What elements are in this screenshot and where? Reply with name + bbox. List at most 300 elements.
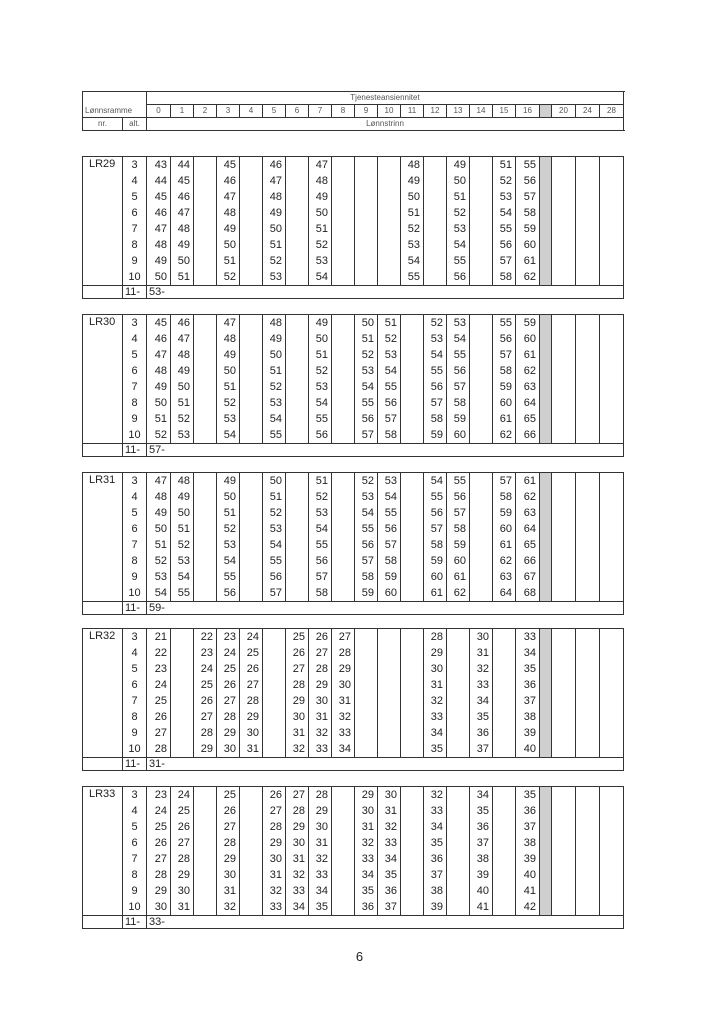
salary-cell (286, 395, 309, 411)
salary-cell (447, 661, 470, 677)
salary-cell (401, 899, 424, 916)
header-year: 3 (217, 105, 240, 118)
salary-cell: 31 (355, 819, 378, 835)
salary-cell (240, 379, 263, 395)
salary-cell (401, 851, 424, 867)
table-row (83, 237, 624, 253)
salary-cell (378, 157, 401, 174)
salary-cell: 52 (217, 395, 240, 411)
salary-cell: 55 (447, 473, 470, 490)
empty-cell (552, 883, 576, 899)
salary-cell: 29 (286, 819, 309, 835)
salary-cell (332, 173, 355, 189)
salary-cell (240, 237, 263, 253)
salary-cell (355, 661, 378, 677)
table-row (83, 661, 624, 677)
salary-cell: 56 (447, 269, 470, 286)
salary-cell: 24 (217, 645, 240, 661)
salary-cell: 38 (516, 709, 540, 725)
footer-alt: 11- (123, 602, 147, 615)
gray-separator (540, 411, 552, 427)
empty-cell (552, 253, 576, 269)
salary-cell: 49 (171, 237, 194, 253)
salary-cell (286, 237, 309, 253)
salary-cell: 27 (332, 629, 355, 646)
salary-cell: 54 (309, 521, 332, 537)
salary-cell (332, 867, 355, 883)
salary-cell: 56 (516, 173, 540, 189)
salary-cell: 22 (194, 629, 217, 646)
salary-cell: 68 (516, 585, 540, 602)
salary-cell (401, 867, 424, 883)
empty-cell (600, 693, 624, 709)
alt-value: 10 (123, 427, 147, 444)
salary-cell (355, 157, 378, 174)
salary-cell: 30 (286, 709, 309, 725)
salary-cell: 55 (263, 427, 286, 444)
salary-cell (424, 253, 447, 269)
salary-cell (194, 379, 217, 395)
salary-cell: 27 (309, 645, 332, 661)
salary-cell: 53 (355, 363, 378, 379)
salary-cell (470, 411, 493, 427)
empty-cell (576, 803, 600, 819)
salary-cell: 48 (147, 489, 171, 505)
empty-cell (600, 537, 624, 553)
salary-cell (332, 473, 355, 490)
salary-cell (378, 253, 401, 269)
salary-cell (378, 725, 401, 741)
empty-cell (576, 489, 600, 505)
salary-cell (401, 489, 424, 505)
salary-cell: 60 (424, 569, 447, 585)
gray-separator (540, 677, 552, 693)
alt-value: 5 (123, 505, 147, 521)
salary-cell: 58 (447, 395, 470, 411)
salary-cell (240, 851, 263, 867)
gray-separator (540, 835, 552, 851)
empty-cell (576, 411, 600, 427)
empty-cell (600, 347, 624, 363)
salary-cell: 33 (309, 741, 332, 758)
salary-cell: 54 (171, 569, 194, 585)
salary-cell (401, 427, 424, 444)
salary-cell: 61 (424, 585, 447, 602)
salary-cell: 50 (147, 521, 171, 537)
salary-cell (355, 629, 378, 646)
salary-cell (470, 221, 493, 237)
salary-cell (286, 253, 309, 269)
salary-cell (401, 677, 424, 693)
alt-value: 6 (123, 835, 147, 851)
salary-cell: 57 (493, 473, 516, 490)
salary-cell (194, 269, 217, 286)
footer-alt: 11- (123, 758, 147, 771)
table-row (83, 189, 624, 205)
salary-cell: 51 (263, 363, 286, 379)
salary-cell (401, 629, 424, 646)
salary-cell: 57 (493, 253, 516, 269)
salary-cell: 52 (263, 253, 286, 269)
empty-cell (576, 505, 600, 521)
block-name (83, 819, 123, 835)
gray-separator (540, 787, 552, 804)
salary-cell: 51 (171, 521, 194, 537)
salary-cell: 25 (217, 661, 240, 677)
salary-cell: 58 (309, 585, 332, 602)
salary-cell (332, 819, 355, 835)
salary-cell (401, 537, 424, 553)
salary-cell: 30 (240, 725, 263, 741)
salary-cell (194, 205, 217, 221)
salary-cell (240, 427, 263, 444)
table-row (83, 803, 624, 819)
salary-cell (447, 835, 470, 851)
salary-cell (424, 173, 447, 189)
empty-cell (576, 693, 600, 709)
empty-cell (576, 883, 600, 899)
alt-value: 10 (123, 899, 147, 916)
header-year: 9 (355, 105, 378, 118)
salary-cell: 35 (309, 899, 332, 916)
salary-cell (286, 331, 309, 347)
empty-cell (600, 629, 624, 646)
salary-cell: 53 (217, 537, 240, 553)
salary-cell: 46 (147, 205, 171, 221)
header-year: 5 (263, 105, 286, 118)
salary-cell: 32 (470, 661, 493, 677)
salary-cell: 29 (217, 725, 240, 741)
gray-separator (540, 379, 552, 395)
empty-cell (552, 269, 576, 286)
salary-cell (447, 787, 470, 804)
salary-cell: 33 (516, 629, 540, 646)
salary-cell (332, 205, 355, 221)
salary-cell: 64 (516, 521, 540, 537)
salary-cell: 30 (309, 819, 332, 835)
salary-cell: 50 (355, 315, 378, 332)
salary-cell (286, 189, 309, 205)
salary-cell: 32 (286, 741, 309, 758)
table-row (83, 347, 624, 363)
salary-cell: 49 (263, 205, 286, 221)
salary-cell (424, 157, 447, 174)
salary-cell (194, 553, 217, 569)
salary-cell: 58 (378, 427, 401, 444)
empty-cell (576, 253, 600, 269)
empty-cell (576, 645, 600, 661)
salary-cell: 35 (424, 835, 447, 851)
salary-cell: 30 (424, 661, 447, 677)
salary-cell: 62 (447, 585, 470, 602)
salary-cell (424, 269, 447, 286)
salary-cell (171, 677, 194, 693)
alt-value: 10 (123, 585, 147, 602)
salary-cell (470, 253, 493, 269)
empty-cell (576, 427, 600, 444)
salary-cell (470, 553, 493, 569)
salary-cell: 28 (217, 709, 240, 725)
salary-cell: 46 (263, 157, 286, 174)
block-name (83, 205, 123, 221)
salary-cell (194, 521, 217, 537)
salary-cell: 29 (147, 883, 171, 899)
alt-value: 9 (123, 253, 147, 269)
empty-cell (552, 867, 576, 883)
salary-cell: 55 (378, 505, 401, 521)
salary-cell: 49 (171, 489, 194, 505)
empty-cell (552, 661, 576, 677)
salary-cell (447, 867, 470, 883)
salary-cell (401, 585, 424, 602)
salary-cell (332, 489, 355, 505)
salary-cell: 31 (470, 645, 493, 661)
empty-cell (600, 803, 624, 819)
salary-cell: 57 (493, 347, 516, 363)
salary-cell: 33 (309, 867, 332, 883)
salary-cell (332, 269, 355, 286)
salary-cell (493, 819, 516, 835)
salary-cell: 39 (516, 725, 540, 741)
salary-cell (263, 693, 286, 709)
block-name (83, 803, 123, 819)
empty-cell (600, 867, 624, 883)
block-name (83, 427, 123, 444)
salary-cell (355, 693, 378, 709)
salary-cell (355, 677, 378, 693)
header-year: 16 (516, 105, 540, 118)
empty-cell (576, 221, 600, 237)
empty-cell (576, 315, 600, 332)
salary-cell: 36 (516, 677, 540, 693)
salary-cell: 57 (355, 553, 378, 569)
table-row (83, 205, 624, 221)
alt-value: 7 (123, 221, 147, 237)
salary-cell: 35 (516, 661, 540, 677)
salary-cell (470, 269, 493, 286)
salary-cell: 59 (516, 315, 540, 332)
salary-cell (470, 363, 493, 379)
empty-cell (576, 629, 600, 646)
salary-cell (286, 173, 309, 189)
salary-cell (401, 709, 424, 725)
table-row (83, 569, 624, 585)
block-name: LR29 (83, 157, 123, 174)
salary-cell: 48 (147, 363, 171, 379)
salary-cell: 31 (378, 803, 401, 819)
salary-cell (240, 157, 263, 174)
salary-cell (470, 489, 493, 505)
salary-cell: 26 (147, 709, 171, 725)
salary-cell (194, 867, 217, 883)
salary-cell: 52 (378, 331, 401, 347)
salary-cell (378, 173, 401, 189)
salary-cell: 57 (378, 537, 401, 553)
table-row (83, 709, 624, 725)
salary-cell (286, 205, 309, 221)
gray-separator (540, 427, 552, 444)
salary-cell: 56 (309, 553, 332, 569)
alt-value: 8 (123, 553, 147, 569)
table-row (83, 693, 624, 709)
empty-cell (600, 427, 624, 444)
salary-cell: 52 (309, 237, 332, 253)
salary-cell: 48 (263, 189, 286, 205)
salary-cell: 66 (516, 553, 540, 569)
salary-cell: 28 (147, 867, 171, 883)
salary-cell: 55 (355, 395, 378, 411)
salary-cell (194, 851, 217, 867)
salary-cell: 47 (217, 315, 240, 332)
salary-cell (493, 883, 516, 899)
salary-cell: 58 (424, 537, 447, 553)
salary-cell: 43 (147, 157, 171, 174)
empty-cell (552, 473, 576, 490)
salary-cell: 46 (217, 173, 240, 189)
empty-cell (600, 363, 624, 379)
salary-cell (240, 189, 263, 205)
salary-cell: 37 (424, 867, 447, 883)
salary-cell: 26 (171, 819, 194, 835)
empty-cell (552, 629, 576, 646)
block-name (83, 237, 123, 253)
block-name (83, 645, 123, 661)
salary-cell (194, 537, 217, 553)
salary-cell (470, 585, 493, 602)
salary-cell (447, 709, 470, 725)
salary-cell: 34 (424, 819, 447, 835)
salary-cell: 32 (378, 819, 401, 835)
salary-cell (240, 173, 263, 189)
salary-cell: 26 (147, 835, 171, 851)
salary-cell (263, 725, 286, 741)
table-row (83, 253, 624, 269)
salary-cell: 36 (424, 851, 447, 867)
empty-cell (600, 645, 624, 661)
salary-cell (240, 253, 263, 269)
salary-cell (286, 489, 309, 505)
salary-cell: 29 (309, 803, 332, 819)
empty-cell (576, 173, 600, 189)
empty-cell (600, 851, 624, 867)
salary-cell: 48 (171, 473, 194, 490)
salary-cell (355, 173, 378, 189)
gray-separator (540, 803, 552, 819)
salary-cell (286, 505, 309, 521)
footer-empty (83, 758, 123, 771)
empty-cell (552, 553, 576, 569)
salary-cell: 54 (263, 411, 286, 427)
footer-text: 53- (147, 286, 171, 299)
salary-cell: 61 (493, 411, 516, 427)
salary-cell (493, 867, 516, 883)
gray-separator (540, 189, 552, 205)
salary-cell: 46 (147, 331, 171, 347)
salary-cell: 50 (147, 269, 171, 286)
salary-cell: 30 (217, 741, 240, 758)
salary-cell: 50 (263, 473, 286, 490)
alt-value: 3 (123, 629, 147, 646)
salary-cell: 54 (447, 331, 470, 347)
salary-cell: 37 (378, 899, 401, 916)
salary-cell: 48 (147, 237, 171, 253)
salary-cell: 55 (355, 521, 378, 537)
salary-cell (401, 741, 424, 758)
salary-cell (171, 661, 194, 677)
salary-cell: 45 (171, 173, 194, 189)
salary-cell: 52 (147, 553, 171, 569)
salary-cell (332, 395, 355, 411)
salary-cell: 60 (493, 395, 516, 411)
salary-cell: 32 (286, 867, 309, 883)
salary-cell: 36 (470, 819, 493, 835)
gray-separator (540, 221, 552, 237)
salary-cell (240, 221, 263, 237)
alt-value: 9 (123, 411, 147, 427)
salary-cell: 42 (516, 899, 540, 916)
salary-cell: 51 (147, 411, 171, 427)
footer-empty (83, 602, 123, 615)
salary-cell: 44 (147, 173, 171, 189)
salary-cell: 51 (309, 221, 332, 237)
empty-cell (600, 883, 624, 899)
empty-cell (576, 537, 600, 553)
block-name (83, 851, 123, 867)
salary-cell: 50 (217, 363, 240, 379)
empty-cell (600, 331, 624, 347)
gray-separator (540, 883, 552, 899)
gray-separator (540, 331, 552, 347)
salary-cell: 51 (401, 205, 424, 221)
salary-cell: 29 (424, 645, 447, 661)
salary-cell: 55 (493, 315, 516, 332)
salary-cell: 56 (447, 363, 470, 379)
salary-cell (401, 661, 424, 677)
salary-cell (332, 899, 355, 916)
footer-fill (171, 286, 624, 299)
block-name (83, 741, 123, 758)
table-row (83, 585, 624, 602)
alt-value: 8 (123, 867, 147, 883)
empty-cell (600, 411, 624, 427)
salary-cell: 53 (378, 347, 401, 363)
salary-cell (263, 629, 286, 646)
header-empty-corner (83, 92, 147, 105)
empty-cell (600, 173, 624, 189)
salary-cell: 51 (378, 315, 401, 332)
salary-cell (332, 521, 355, 537)
salary-cell: 66 (516, 427, 540, 444)
salary-cell: 58 (424, 411, 447, 427)
salary-cell: 29 (217, 851, 240, 867)
salary-cell (355, 205, 378, 221)
salary-cell: 26 (217, 803, 240, 819)
salary-cell: 27 (286, 661, 309, 677)
salary-cell: 30 (286, 835, 309, 851)
salary-cell (286, 347, 309, 363)
salary-cell: 52 (263, 379, 286, 395)
salary-cell: 51 (493, 157, 516, 174)
salary-cell (332, 787, 355, 804)
salary-cell: 30 (171, 883, 194, 899)
salary-cell: 38 (424, 883, 447, 899)
salary-cell (493, 835, 516, 851)
empty-cell (600, 709, 624, 725)
salary-cell (263, 661, 286, 677)
block-name (83, 395, 123, 411)
salary-cell: 54 (217, 427, 240, 444)
empty-cell (552, 803, 576, 819)
